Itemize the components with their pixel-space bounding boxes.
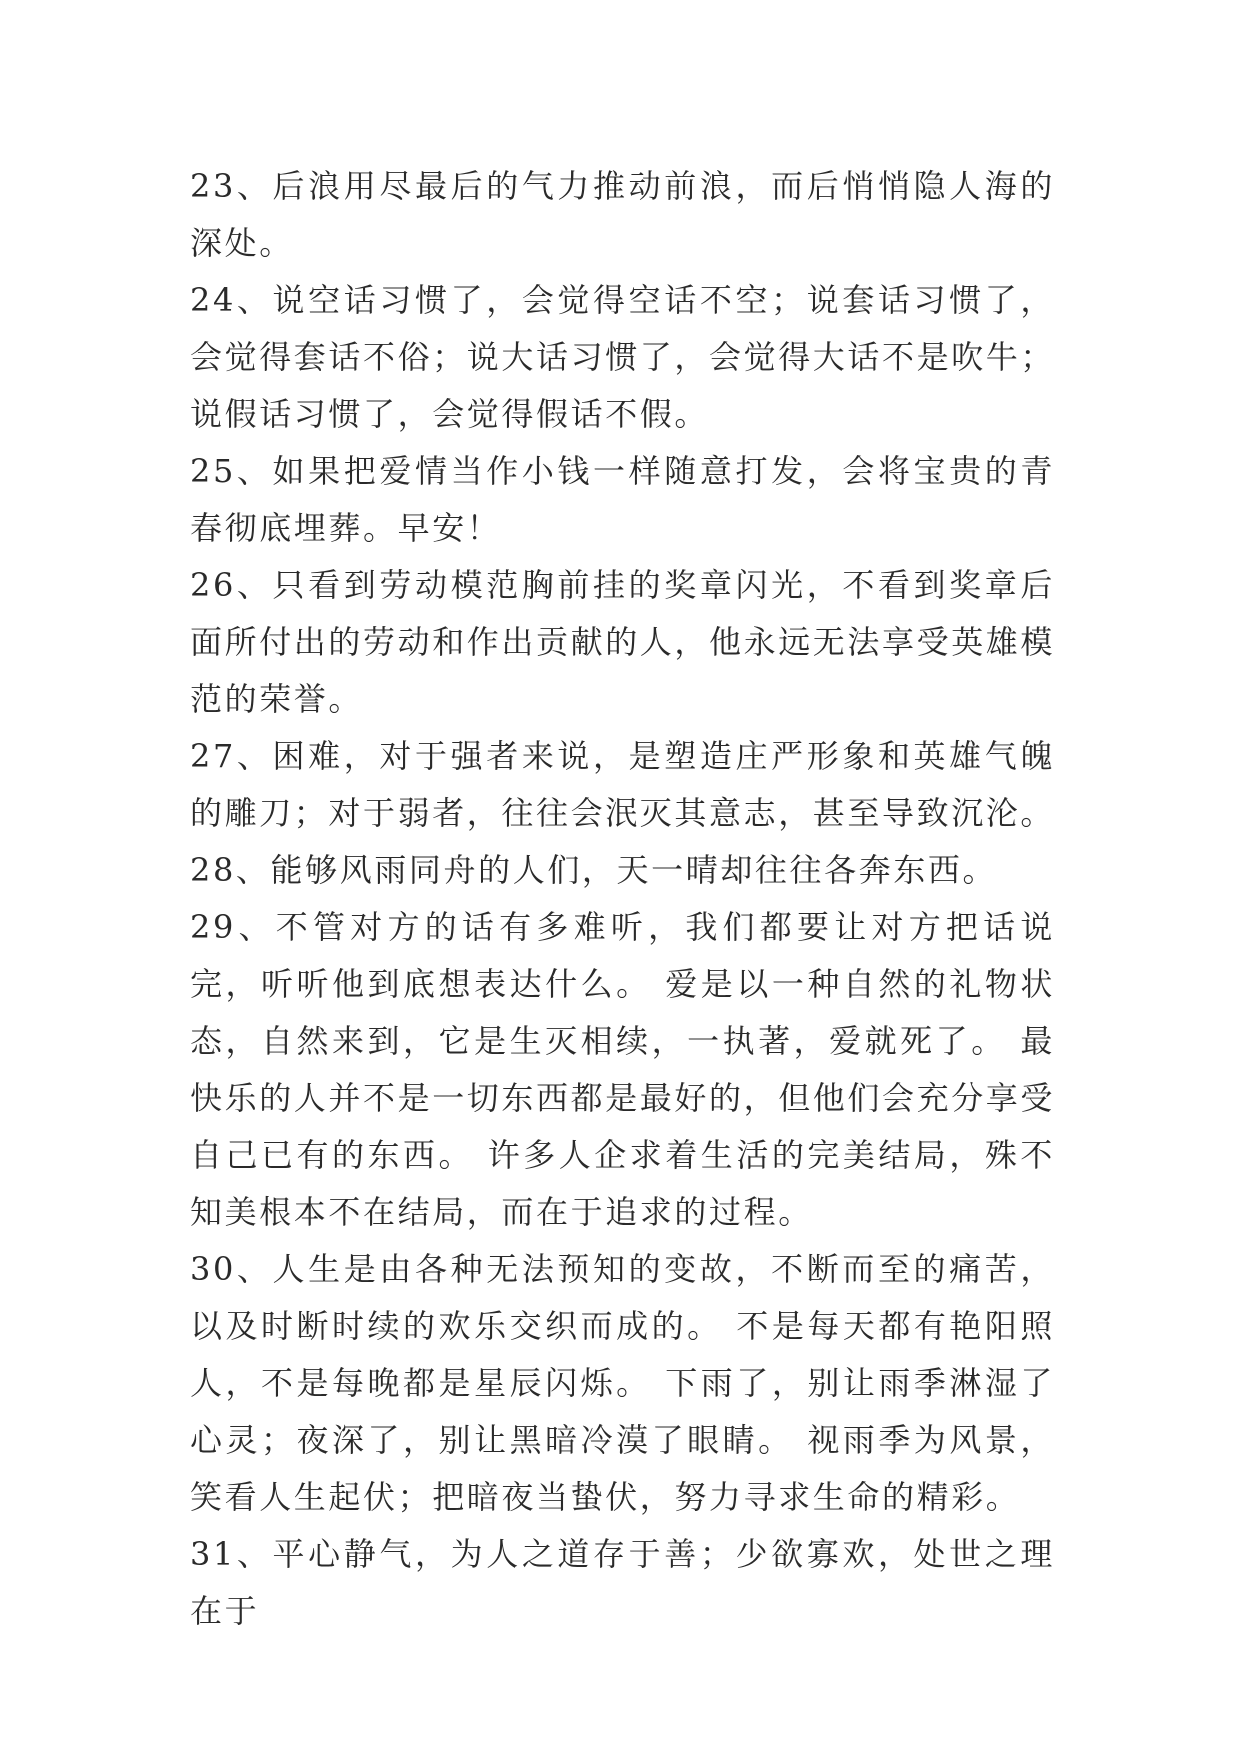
paragraph-31: 31、平心静气，为人之道存于善；少欲寡欢，处世之理在于 bbox=[190, 1535, 1055, 1630]
paragraph-26: 26、只看到劳动模范胸前挂的奖章闪光，不看到奖章后面所付出的劳动和作出贡献的人，他永远无法享受英雄模范的荣誉。 bbox=[190, 566, 1056, 718]
paragraph-24: 24、说空话习惯了，会觉得空话不空；说套话习惯了，会觉得套话不俗；说大话习惯了，会觉得大话不是吹牛；说假话习惯了，会觉得假话不假。 bbox=[190, 281, 1056, 433]
document-body bbox=[190, 158, 1055, 1640]
paragraph-27: 27、困难，对于强者来说，是塑造庄严形象和英雄气魄的雕刀；对于弱者，往往会泯灭其意志，甚至导致沉沦。 bbox=[190, 737, 1056, 832]
paragraph-28: 28、能够风雨同舟的人们，天一晴却往往各奔东西。 bbox=[190, 851, 998, 889]
paragraph-29: 29、不管对方的话有多难听，我们都要让对方把话说完，听听他到底想表达什么。 爱是以一种自然的礼物状态，自然来到，它是生灭相续，一执著，爱就死了。 最快乐的人并不是一切东西都是最好的，但他们会充分享受自己已有的东西。 许多人企求着生活的完美结局，殊不知美根本不在结局，而在于追求的过程。 bbox=[190, 908, 1056, 1231]
paragraph-25: 25、如果把爱情当作小钱一样随意打发，会将宝贵的青春彻底埋葬。早安！ bbox=[190, 452, 1055, 547]
paragraph-23: 23、后浪用尽最后的气力推动前浪，而后悄悄隐人海的深处。 bbox=[190, 167, 1055, 262]
paragraph-30: 30、人生是由各种无法预知的变故，不断而至的痛苦，以及时断时续的欢乐交织而成的。 不是每天都有艳阳照人，不是每晚都是星辰闪烁。 下雨了，别让雨季淋湿了心灵；夜深了，别让黑暗冷漠了眼睛。 视雨季为风景，笑看人生起伏；把暗夜当蛰伏，努力寻求生命的精彩。 bbox=[190, 1250, 1055, 1516]
